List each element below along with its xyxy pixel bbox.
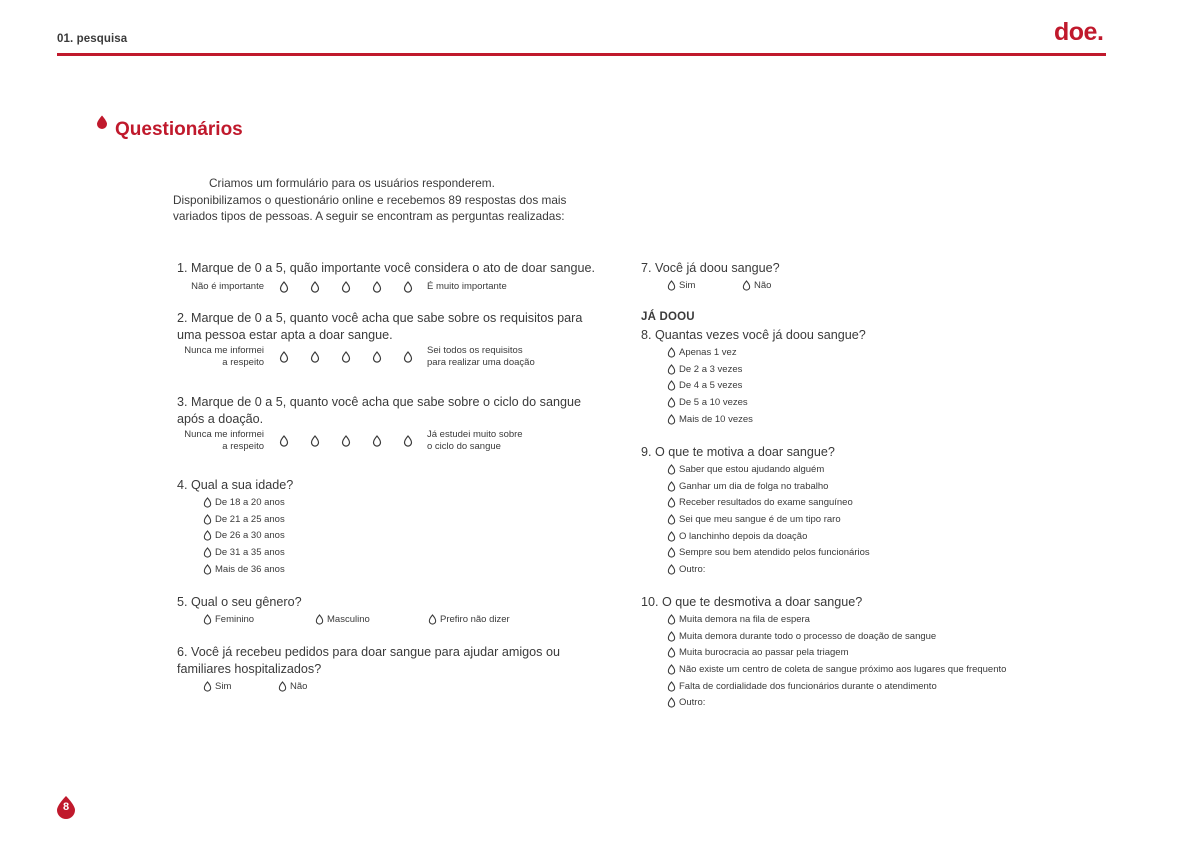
option-label: Outro: <box>679 697 706 709</box>
checkbox-option[interactable] <box>667 528 870 545</box>
drop-radio-icon[interactable] <box>203 514 212 525</box>
option-label: De 5 a 10 vezes <box>679 397 748 409</box>
rating-options <box>279 351 413 363</box>
doe-logo <box>1054 18 1103 47</box>
option-label: Feminino <box>215 614 255 626</box>
drop-radio-icon[interactable] <box>341 435 351 447</box>
option-label: Não existe um centro de coleta de sangue próximo aos lugares que frequento <box>679 664 1007 676</box>
checkbox-option[interactable] <box>667 628 1006 645</box>
radio-option[interactable] <box>203 495 293 512</box>
checkbox-option[interactable] <box>667 511 870 528</box>
question-10 <box>641 594 1006 711</box>
drop-radio-icon[interactable] <box>667 664 676 675</box>
drop-radio-icon[interactable] <box>667 647 676 658</box>
scale-high-label <box>427 429 523 453</box>
option-label: De 26 a 30 anos <box>215 530 285 542</box>
radio-option[interactable] <box>315 612 370 629</box>
radio-option[interactable] <box>278 678 307 695</box>
scale-low-label <box>154 345 264 369</box>
drop-radio-icon[interactable] <box>203 497 212 508</box>
question-3 <box>177 394 581 453</box>
drop-radio-icon[interactable] <box>279 281 289 293</box>
radio-option[interactable] <box>203 511 293 528</box>
question-line: 6. Você já recebeu pedidos para doar sangue para ajudar amigos ou <box>177 645 560 659</box>
page-title: Questionários <box>115 119 243 140</box>
checkbox-option[interactable] <box>667 645 1006 662</box>
scale-low-label-line: a respeito <box>222 441 264 452</box>
question-6 <box>177 644 560 695</box>
option-label: Sim <box>215 680 232 692</box>
drop-radio-icon[interactable] <box>203 547 212 558</box>
option-label: De 4 a 5 vezes <box>679 380 743 392</box>
intro-paragraph <box>173 175 603 225</box>
drop-radio-icon[interactable] <box>310 351 320 363</box>
drop-radio-icon[interactable] <box>742 280 751 291</box>
drop-radio-icon[interactable] <box>667 614 676 625</box>
question-line: uma pessoa estar apta a doar sangue. <box>177 327 393 342</box>
question-text: 4. Qual a sua idade? <box>177 478 294 492</box>
radio-option[interactable] <box>667 278 695 295</box>
drop-radio-icon[interactable] <box>278 681 287 692</box>
option-list <box>177 678 560 695</box>
option-label: Prefiro não dizer <box>440 614 510 626</box>
drop-radio-icon[interactable] <box>403 435 413 447</box>
question-9 <box>641 444 870 578</box>
option-label: Receber resultados do exame sanguíneo <box>679 497 853 509</box>
drop-radio-icon[interactable] <box>203 614 212 625</box>
drop-radio-icon[interactable] <box>203 530 212 541</box>
drop-radio-icon[interactable] <box>667 464 676 475</box>
drop-radio-icon[interactable] <box>667 397 676 408</box>
option-label: Não <box>754 280 772 292</box>
checkbox-option[interactable] <box>667 478 870 495</box>
option-label: De 2 a 3 vezes <box>679 363 743 375</box>
drop-radio-icon[interactable] <box>372 435 382 447</box>
drop-radio-icon[interactable] <box>341 351 351 363</box>
section-label: 01. pesquisa <box>57 33 128 45</box>
rating-scale <box>154 345 582 369</box>
rating-options <box>279 435 413 447</box>
radio-option[interactable] <box>203 561 293 578</box>
radio-option[interactable] <box>667 394 866 411</box>
drop-radio-icon[interactable] <box>667 547 676 558</box>
drop-radio-icon[interactable] <box>667 481 676 492</box>
checkbox-option[interactable] <box>667 462 870 479</box>
question-1 <box>177 260 595 293</box>
scale-high-label-text: É muito importante <box>427 280 507 292</box>
radio-option[interactable] <box>667 411 866 428</box>
radio-option[interactable] <box>667 378 866 395</box>
drop-radio-icon[interactable] <box>315 614 324 625</box>
question-5 <box>177 594 510 629</box>
option-label: Muita demora na fila de espera <box>679 614 810 626</box>
page-number: 8 <box>62 801 70 813</box>
drop-radio-icon[interactable] <box>203 681 212 692</box>
option-label: Não <box>290 680 308 692</box>
question-text <box>177 394 581 427</box>
scale-low-label-line: a respeito <box>222 357 264 368</box>
rating-scale <box>154 429 581 453</box>
drop-radio-icon[interactable] <box>203 564 212 575</box>
option-list <box>641 278 780 295</box>
option-list <box>203 495 293 578</box>
option-label: Ganhar um dia de folga no trabalho <box>679 480 829 492</box>
drop-radio-icon[interactable] <box>403 351 413 363</box>
scale-high-label-line: Já estudei muito sobre <box>427 429 523 440</box>
question-text: 1. Marque de 0 a 5, quão importante você considera o ato de doar sangue. <box>177 261 595 275</box>
scale-high-label <box>427 345 535 369</box>
radio-option[interactable] <box>667 345 866 362</box>
checkbox-option[interactable] <box>667 612 1006 629</box>
scale-low-label-line: Nunca me informei <box>184 345 264 356</box>
drop-radio-icon[interactable] <box>667 497 676 508</box>
option-label: Saber que estou ajudando alguém <box>679 464 825 476</box>
question-text <box>177 644 560 677</box>
checkbox-option[interactable] <box>667 544 870 561</box>
option-label: Muita demora durante todo o processo de doação de sangue <box>679 630 937 642</box>
intro-line: Disponibilizamos o questionário online e recebemos 89 respostas dos mais <box>173 192 567 207</box>
question-text: 8. Quantas vezes você já doou sangue? <box>641 328 866 342</box>
option-label: Mais de 10 vezes <box>679 413 753 425</box>
question-text <box>177 310 582 343</box>
scale-low-label-line: Nunca me informei <box>184 429 264 440</box>
scale-low-label <box>154 281 264 293</box>
checkbox-option[interactable] <box>667 694 1006 711</box>
checkbox-option[interactable] <box>667 495 870 512</box>
question-text: 9. O que te motiva a doar sangue? <box>641 445 835 459</box>
question-4 <box>177 477 293 577</box>
drop-radio-icon[interactable] <box>279 351 289 363</box>
radio-option[interactable] <box>667 361 866 378</box>
question-line: familiares hospitalizados? <box>177 661 322 676</box>
option-list <box>177 612 510 629</box>
question-text: 10. O que te desmotiva a doar sangue? <box>641 595 863 609</box>
header-divider <box>57 53 1106 56</box>
scale-high-label-line: para realizar uma doação <box>427 357 535 368</box>
option-list <box>667 612 1006 712</box>
option-list <box>667 462 870 578</box>
option-label: Sim <box>679 280 696 292</box>
option-label: Mais de 36 anos <box>215 563 285 575</box>
option-label: O lanchinho depois da doação <box>679 530 808 542</box>
scale-low-label <box>154 429 264 453</box>
question-7 <box>641 260 780 295</box>
drop-radio-icon[interactable] <box>372 351 382 363</box>
question-line: 2. Marque de 0 a 5, quanto você acha que sabe sobre os requisitos para <box>177 311 583 325</box>
option-label: Masculino <box>327 614 370 626</box>
radio-option[interactable] <box>203 528 293 545</box>
logo-text: doe <box>1054 18 1097 46</box>
question-line: após a doação. <box>177 411 264 426</box>
question-2 <box>177 310 582 369</box>
scale-low-label-text: Não é importante <box>191 280 264 292</box>
radio-option[interactable] <box>203 678 231 695</box>
option-label: Sempre sou bem atendido pelos funcionários <box>679 547 870 559</box>
radio-option[interactable] <box>742 278 771 295</box>
drop-radio-icon[interactable] <box>667 564 676 575</box>
rating-scale <box>154 281 595 293</box>
drop-radio-icon[interactable] <box>667 380 676 391</box>
radio-option[interactable] <box>428 612 510 629</box>
blood-drop-icon <box>96 115 108 129</box>
checkbox-option[interactable] <box>667 678 1006 695</box>
checkbox-option[interactable] <box>667 561 870 578</box>
drop-radio-icon[interactable] <box>403 281 413 293</box>
question-text: 5. Qual o seu gênero? <box>177 595 302 609</box>
option-label: De 31 a 35 anos <box>215 547 285 559</box>
drop-radio-icon[interactable] <box>667 631 676 642</box>
rating-options <box>279 281 413 293</box>
option-label: De 18 a 20 anos <box>215 497 285 509</box>
checkbox-option[interactable] <box>667 661 1006 678</box>
scale-high-label <box>427 281 507 293</box>
drop-radio-icon[interactable] <box>667 697 676 708</box>
option-label: Sei que meu sangue é de um tipo raro <box>679 514 841 526</box>
drop-radio-icon[interactable] <box>667 414 676 425</box>
question-8 <box>641 327 866 427</box>
scale-high-label-line: o ciclo do sangue <box>427 441 501 452</box>
option-label: Outro: <box>679 563 706 575</box>
option-label: De 21 a 25 anos <box>215 513 285 525</box>
option-label: Muita burocracia ao passar pela triagem <box>679 647 849 659</box>
option-label: Apenas 1 vez <box>679 347 737 359</box>
drop-radio-icon[interactable] <box>310 435 320 447</box>
drop-radio-icon[interactable] <box>310 281 320 293</box>
drop-radio-icon[interactable] <box>341 281 351 293</box>
section-subheading: JÁ DOOU <box>641 311 695 323</box>
radio-option[interactable] <box>203 612 254 629</box>
radio-option[interactable] <box>203 544 293 561</box>
drop-radio-icon[interactable] <box>667 531 676 542</box>
drop-radio-icon[interactable] <box>667 280 676 291</box>
drop-radio-icon[interactable] <box>279 435 289 447</box>
intro-line: variados tipos de pessoas. A seguir se encontram as perguntas realizadas: <box>173 209 565 223</box>
option-label: Falta de cordialidade dos funcionários durante o atendimento <box>679 680 937 692</box>
drop-radio-icon[interactable] <box>428 614 437 625</box>
drop-radio-icon[interactable] <box>372 281 382 293</box>
question-text: 7. Você já doou sangue? <box>641 261 780 275</box>
drop-radio-icon[interactable] <box>667 364 676 375</box>
scale-high-label-line: Sei todos os requisitos <box>427 345 523 356</box>
drop-radio-icon[interactable] <box>667 514 676 525</box>
logo-dot: . <box>1096 18 1104 46</box>
option-list <box>667 345 866 428</box>
drop-radio-icon[interactable] <box>667 347 676 358</box>
drop-radio-icon[interactable] <box>667 681 676 692</box>
question-line: 3. Marque de 0 a 5, quanto você acha que sabe sobre o ciclo do sangue <box>177 395 581 409</box>
intro-line: Criamos um formulário para os usuários responderem. <box>209 176 495 190</box>
